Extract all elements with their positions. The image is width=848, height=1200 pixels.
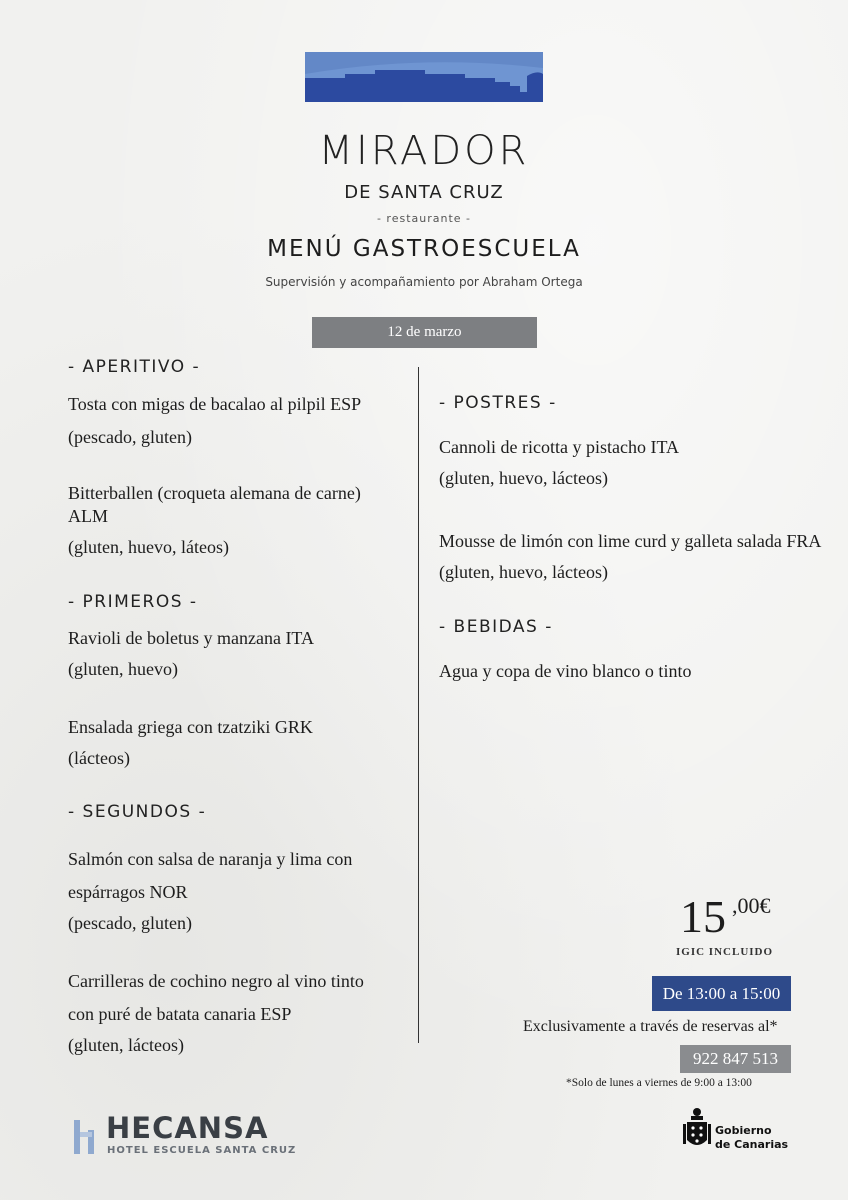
restaurant-tagline: - restaurante - [376, 212, 472, 225]
dish-name: Salmón con salsa de naranja y lima con [68, 849, 353, 869]
dish-name: Bitterballen (croqueta alemana de carne) [68, 483, 361, 503]
price-main: 15 [680, 891, 726, 942]
menu-date: 12 de marzo [312, 317, 537, 348]
dish-allergens: (gluten, huevo) [68, 659, 178, 679]
gobierno-logo-line2: de Canarias [715, 1138, 789, 1151]
dish-allergens: (lácteos) [68, 748, 130, 768]
dish-name-continued: espárragos NOR [68, 882, 188, 902]
restaurant-name: MIRADOR [318, 128, 530, 174]
hecansa-logo-name: HECANSA [106, 1111, 269, 1145]
tax-note: IGIC INCLUIDO [676, 946, 774, 958]
restaurant-location: DE SANTA CRUZ [344, 182, 504, 203]
hecansa-logo-icon [72, 1116, 100, 1156]
section-aperitivo-title: - APERITIVO - [68, 357, 201, 377]
dish-name: Mousse de limón con lime curd y galleta salada FRA [439, 531, 822, 551]
section-postres-title: - POSTRES - [439, 393, 557, 413]
reservation-phone[interactable]: 922 847 513 [680, 1045, 791, 1073]
dish-allergens: (gluten, lácteos) [68, 1035, 184, 1055]
section-primeros-title: - PRIMEROS - [68, 592, 198, 612]
dish-name: Carrilleras de cochino negro al vino tinto [68, 971, 364, 991]
hecansa-logo-subtitle: HOTEL ESCUELA SANTA CRUZ [107, 1145, 297, 1156]
menu-title: MENÚ GASTROESCUELA [267, 236, 581, 262]
dish-name: Cannoli de ricotta y pistacho ITA [439, 437, 679, 457]
section-bebidas-title: - BEBIDAS - [439, 617, 553, 637]
dish-name: Ensalada griega con tzatziki GRK [68, 717, 313, 737]
mirador-skyline-logo [305, 52, 543, 102]
column-divider [418, 367, 419, 1043]
dish-allergens: (gluten, huevo, lácteos) [439, 562, 608, 582]
service-hours-badge: De 13:00 a 15:00 [652, 976, 791, 1011]
dish-name: Ravioli de boletus y manzana ITA [68, 628, 314, 648]
gobierno-logo-line1: Gobierno [715, 1124, 772, 1137]
supervision-credit: Supervisión y acompañamiento por Abraham Ortega [265, 275, 583, 289]
gobierno-canarias-crest-icon [682, 1106, 712, 1156]
drinks-description: Agua y copa de vino blanco o tinto [439, 661, 692, 681]
dish-allergens: (gluten, huevo, lácteos) [439, 468, 608, 488]
dish-allergens: (pescado, gluten) [68, 913, 192, 933]
dish-allergens: (pescado, gluten) [68, 427, 192, 447]
reservation-footnote: *Solo de lunes a viernes de 9:00 a 13:00 [566, 1077, 752, 1089]
dish-name: Tosta con migas de bacalao al pilpil ESP [68, 394, 362, 414]
dish-name-continued: ALM [68, 506, 108, 526]
section-segundos-title: - SEGUNDOS - [68, 802, 207, 822]
dish-allergens: (gluten, huevo, láteos) [68, 537, 229, 557]
reservation-text: Exclusivamente a través de reservas al* [523, 1018, 778, 1035]
price-decimal: ,00€ [732, 893, 771, 918]
dish-name-continued: con puré de batata canaria ESP [68, 1004, 292, 1024]
